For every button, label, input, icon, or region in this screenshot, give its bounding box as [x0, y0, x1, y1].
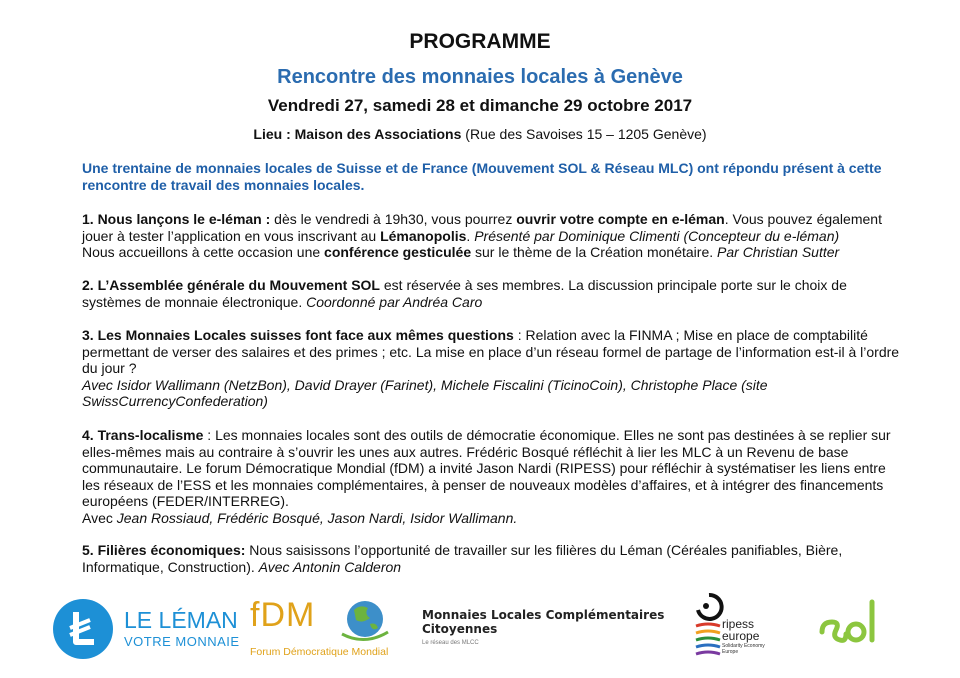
- section-1-paragraph-1: [82, 211, 904, 244]
- section-4-paragraph: [82, 427, 904, 510]
- page-title: PROGRAMME: [409, 30, 551, 53]
- mlcc-logo: [422, 608, 672, 648]
- section-3-credit: Avec Isidor Wallimann (NetzBon), David Drayer (Farinet), Michele Fiscalini (TicinoCoin), Christophe Place (site SwissCurrencyConfederation): [82, 376, 768, 410]
- section-5: [82, 542, 904, 575]
- ripess-stripes-icon: [694, 622, 722, 662]
- section-2-paragraph: [82, 277, 904, 310]
- section-1-paragraph-2: [82, 244, 904, 261]
- section-1-credit-2: Par Christian Sutter: [717, 244, 840, 261]
- section-4-credit: Jean Rossiaud, Frédéric Bosqué, Jason Nardi, Isidor Wallimann.: [116, 509, 518, 526]
- leman-coin-icon: [52, 598, 114, 660]
- mlcc-logo-subtitle: Le réseau des MLCC: [422, 640, 479, 646]
- leman-logo: [52, 598, 252, 658]
- sol-logo-icon: [816, 592, 882, 658]
- section-2: [82, 277, 904, 310]
- globe-icon: [340, 598, 390, 644]
- event-dates: Vendredi 27, samedi 28 et dimanche 29 octobre 2017: [267, 96, 693, 115]
- section-2-text: est réservée à ses membres. La discussion principale porte sur le choix de systèmes de monnaie électronique.: [82, 277, 847, 310]
- section-1-text-d: Lémanopolis: [380, 227, 467, 244]
- leman-logo-subtitle: VOTRE MONNAIE: [124, 634, 240, 649]
- section-5-heading: 5. Filières économiques:: [82, 542, 246, 558]
- section-1-text-h: sur le thème de la Création monétaire.: [471, 244, 718, 261]
- ripess-line-2: europe: [722, 629, 760, 643]
- section-5-paragraph: [82, 542, 904, 575]
- venue-label: Lieu : Maison des Associations: [253, 126, 462, 142]
- section-3: [82, 327, 904, 410]
- section-1-text-f: Nous accueillons à cette occasion une: [82, 244, 325, 261]
- event-venue: [0, 126, 960, 142]
- section-1-heading: 1. Nous lançons le e-léman :: [82, 211, 271, 227]
- section-3-text: : Relation avec la FINMA ; Mise en place de comptabilité permettant de verser des salaires et des primes ; etc. La mise en place d’un réseau formel de partage de l’information est-il à l’ordre du jour ?: [82, 327, 900, 377]
- section-3-credit-line: [82, 377, 904, 410]
- section-3-heading: 3. Les Monnaies Locales suisses font face aux mêmes questions: [82, 327, 514, 343]
- section-4-heading: 4. Trans-localisme: [82, 427, 204, 443]
- fdm-logo-title: fDM: [250, 596, 316, 634]
- section-1-text-b: ouvrir votre compte en e-léman: [516, 211, 725, 227]
- partner-logos: [0, 590, 960, 670]
- ripess-logo-subtitle: Solidarity Economy Europe: [722, 643, 765, 655]
- ripess-logo-title: [722, 618, 759, 642]
- section-5-credit: Avec Antonin Calderon: [258, 558, 402, 575]
- section-2-heading: 2. L’Assemblée générale du Mouvement SOL: [82, 277, 380, 293]
- section-1-credit-1: Présenté par Dominique Climenti (Concepteur du e-léman): [474, 227, 840, 244]
- sol-logo: [816, 592, 882, 658]
- section-1-text-g: conférence gesticulée: [324, 244, 472, 261]
- section-1-text-c: . Vous pouvez également jouer à tester l’application en vous inscrivant au: [82, 211, 882, 244]
- event-subtitle: Rencontre des monnaies locales à Genève: [277, 66, 683, 88]
- ripess-swirl-icon: [694, 592, 724, 622]
- fdm-logo: [250, 592, 400, 666]
- ripess-logo: [692, 592, 780, 668]
- section-2-credit: Coordonné par Andréa Caro: [306, 293, 483, 310]
- mlcc-logo-title: Monnaies Locales Complémentaires Citoyennes: [422, 608, 665, 636]
- section-4: [82, 427, 904, 527]
- venue-address: (Rue des Savoises 15 – 1205 Genève): [461, 126, 707, 142]
- section-4-text: : Les monnaies locales sont des outils de démocratie économique. Elles ne sont pas destinées à se replier sur elles-mêmes mais au contraire à s’ouvrir les unes aux autres. Frédéric Bosqué réfléchit à lier les MLC à un Revenu de base communautaire. Le forum Démocratique Mondial (fDM) a invité Jason Nardi (RIPESS) pour réfléchir à systématiser les liens entre les réseaux de l’ESS et les monnaies complémentaires, à penser de nouveaux modèles d’affaires, et à intégrer des financements européens (FEDER/INTERREG).: [82, 427, 891, 510]
- section-5-text: Nous saisissons l’opportunité de travailler sur les filières du Léman (Céréales panifiables, Bière, Informatique, Construction).: [82, 542, 843, 575]
- leman-logo-title: LE LÉMAN: [124, 607, 238, 633]
- section-1: [82, 211, 904, 261]
- section-3-paragraph: [82, 327, 904, 377]
- fdm-logo-subtitle: Forum Démocratique Mondial: [250, 646, 389, 658]
- section-4-credit-prefix: Avec: [82, 509, 117, 526]
- intro-paragraph: Une trentaine de monnaies locales de Suisse et de France (Mouvement SOL & Réseau MLC) ont répondu présent à cette rencontre de travail des monnaies locales.: [82, 160, 882, 193]
- section-1-text-a: dès le vendredi à 19h30, vous pourrez: [270, 211, 517, 227]
- section-1-text-e: .: [466, 227, 475, 244]
- section-4-credit-line: [82, 510, 904, 527]
- ripess-line-1: ripess: [722, 617, 755, 631]
